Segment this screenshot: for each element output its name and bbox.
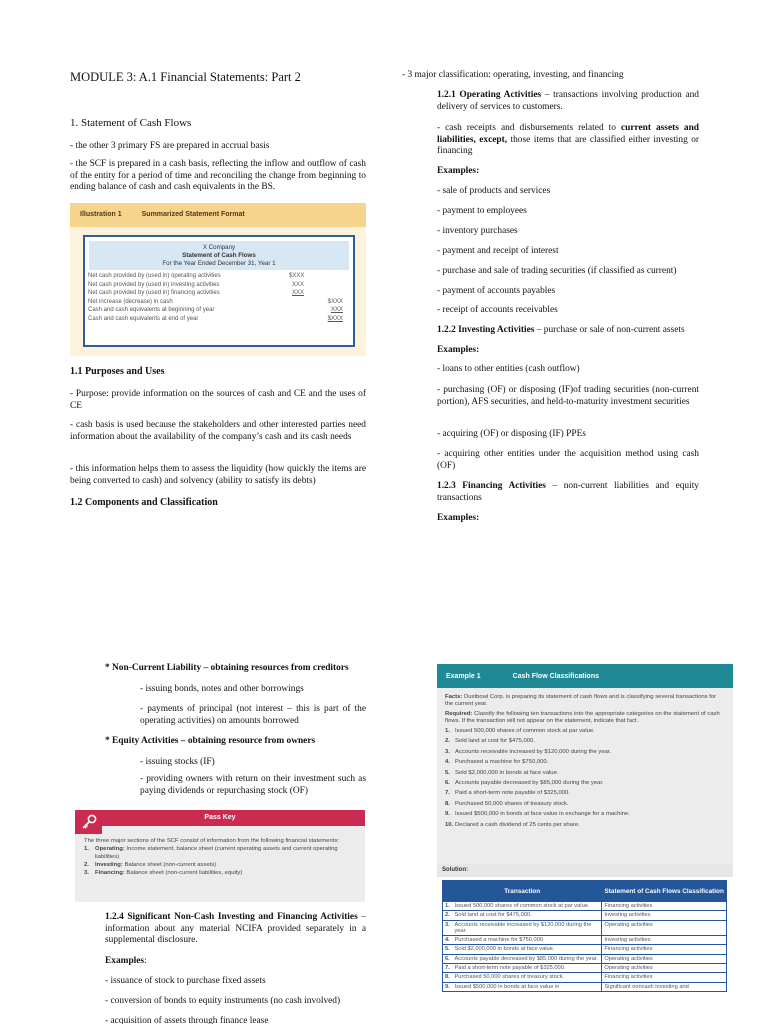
- list-item: - purchase and sale of trading securities (if classified as current): [437, 266, 677, 276]
- list-item: - loans to other entities (cash outflow): [437, 364, 580, 374]
- list-item: - issuing stocks (IF): [140, 757, 215, 767]
- list-item: 9. Issued $500,000 in bonds at face value in exchange for a machine.: [445, 811, 630, 818]
- statement-row: Net cash provided by (used in) investing activities XXX: [88, 281, 305, 288]
- pass-key-intro: The three major sections of the SCF consist of information from the following financial statements:: [84, 838, 340, 844]
- pass-key-body: [84, 838, 356, 878]
- investing-activities-definition: 1.2.2 Investing Activities – purchase or sale of non-current assets: [437, 325, 685, 335]
- pass-key-title: Pass Key: [204, 814, 236, 821]
- example-1-box: [437, 664, 733, 1024]
- section-1-1-paragraph-1: - Purpose: provide information on the sources of cash and CE and the uses of CE: [70, 389, 366, 411]
- non-current-liability-heading: * Non-Current Liability – obtaining resources from creditors: [105, 663, 349, 673]
- section-1-2-heading: 1.2 Components and Classification: [70, 497, 218, 508]
- table-row: 5. Sold $2,000,000 in bonds at face value. Financing activities: [443, 945, 727, 954]
- table-row: 1. Issued 500,000 shares of common stock at par value. Financing activities: [443, 902, 727, 911]
- ncifa-examples-label: Examples:: [105, 956, 147, 966]
- statement-period: For the Year Ended December 31, Year 1: [162, 260, 276, 267]
- list-item: 3. Financing: Balance sheet (non-current liabilities, equity): [84, 870, 243, 877]
- list-item: 3. Accounts receivable increased by $120,000 during the year.: [445, 748, 612, 755]
- ncifa-definition: 1.2.4 Significant Non-Cash Investing and Financing Activities – information about any material NCIFA provided separately in a supplemental disclosure.: [105, 912, 366, 946]
- list-item: - providing owners with return on their investment such as paying dividends or repurchasing stock (OF): [140, 774, 366, 796]
- module-title: MODULE 3: A.1 Financial Statements: Part 2: [70, 70, 301, 84]
- example-1-title: Cash Flow Classifications: [512, 673, 599, 680]
- list-item: - conversion of bonds to equity instruments (no cash involved): [105, 996, 341, 1006]
- illustration-label: Illustration 1: [80, 211, 122, 218]
- list-item: - payment and receipt of interest: [437, 246, 559, 256]
- financing-activities-definition: 1.2.3 Financing Activities – non-current liabilities and equity transactions: [437, 481, 699, 503]
- example-facts: Facts: Dustbowl Corp. is preparing its statement of cash flows and is classifying several transactions for the current year.: [445, 694, 717, 707]
- example-required: Required: Classify the following ten transactions into the appropriate categories on the statement of cash flows. If the transaction will not appear on the statement, indicate that fact.: [445, 711, 720, 724]
- solution-label: Solution:: [437, 864, 733, 877]
- statement-row: Cash and cash equivalents at beginning of year XXX: [88, 307, 343, 314]
- section-1-1-paragraph-2: - cash basis is used because the stakeholders and other interested parties need information about the availability of the company’s cash and its cash needs: [70, 420, 366, 442]
- list-item: - acquiring other entities under the acquisition method using cash (OF): [437, 449, 699, 471]
- operating-activities-definition: 1.2.1 Operating Activities – transactions involving production and delivery of services to customers.: [437, 90, 699, 112]
- table-header-row: [443, 881, 727, 902]
- example-1-label: Example 1: [446, 673, 481, 680]
- statement-name: Statement of Cash Flows: [182, 252, 256, 259]
- list-item: - sale of products and services: [437, 186, 551, 196]
- classification-intro: - 3 major classification: operating, investing, and financing: [402, 70, 624, 80]
- illustration-title: Summarized Statement Format: [141, 211, 245, 218]
- list-item: 8. Purchased 50,000 shares of treasury stock.: [445, 800, 569, 807]
- table-row: 4. Purchased a machine for $750,000. Investing activities: [443, 936, 727, 945]
- example-1-solution: [437, 864, 733, 1024]
- statement-row: Net cash provided by (used in) operating activities $XXX: [88, 273, 305, 279]
- table-row: 3. Accounts receivable increased by $120,000 during the year. Operating activities: [443, 920, 727, 936]
- section-1-paragraph-1: - the other 3 primary FS are prepared in accrual basis: [70, 141, 270, 151]
- column-header-classification: Statement of Cash Flows Classification: [602, 881, 727, 902]
- list-item: 2. Sold land at cost for $475,000.: [445, 738, 535, 745]
- list-item: - issuance of stock to purchase fixed assets: [105, 976, 266, 986]
- statement-header: [89, 241, 349, 270]
- section-1-1-paragraph-3: - this information helps them to assess the liquidity (how quickly the items are being converted to cash) and solvency (ability to satisfy its debts): [70, 464, 366, 486]
- solution-table: [442, 880, 727, 992]
- list-item: - receipt of accounts receivables: [437, 305, 558, 315]
- list-item: - purchasing (OF) or disposing (IF)of trading securities (non-current portion), AFS securities, and held-to-maturity investment securities: [437, 385, 699, 407]
- table-row: 9. Issued $500,000 in bonds at face value in Significant noncash investing and: [443, 982, 727, 991]
- statement-company: X Company: [202, 244, 236, 251]
- example-1-body: [445, 694, 725, 832]
- equity-activities-heading: * Equity Activities – obtaining resource from owners: [105, 736, 316, 746]
- illustration-header: [70, 203, 366, 227]
- statement-rows: [85, 270, 353, 325]
- list-item: 6. Accounts payable decreased by $85,000 during the year.: [445, 779, 604, 786]
- list-item: 2. Investing: Balance sheet (non-current assets): [84, 861, 217, 868]
- list-item: - payments of principal (not interest – this is part of the operating activities) on amounts borrowed: [140, 704, 366, 726]
- table-row: 6. Accounts payable decreased by $85,000 during the year. Operating activities: [443, 954, 727, 963]
- column-header-transaction: Transaction: [443, 881, 602, 902]
- section-1-paragraph-2: - the SCF is prepared in a cash basis, reflecting the inflow and outflow of cash of the entity for a period of time and reconciling the change from beginning to ending balance of cash and cash equivalents in the BS.: [70, 159, 366, 193]
- table-row: 2. Sold land at cost for $475,000. Investing activities: [443, 911, 727, 920]
- illustration-box: [70, 203, 366, 356]
- operating-activities-detail: - cash receipts and disbursements related to current assets and liabilities, except, those items that are classified either investing or financing: [437, 123, 700, 157]
- list-item: 4. Purchased a machine for $750,000.: [445, 759, 549, 766]
- table-row: 8. Purchased 50,000 shares of treasury stock. Financing activities: [443, 973, 727, 982]
- statement-format-box: [83, 235, 355, 347]
- list-item: - acquisition of assets through finance lease: [105, 1016, 269, 1024]
- key-icon: [75, 810, 102, 834]
- statement-row: Cash and cash equivalents at end of year $XXX: [88, 315, 343, 322]
- statement-row: Net cash provided by (used in) financing activities XXX: [88, 290, 305, 297]
- list-item: - inventory purchases: [437, 226, 518, 236]
- list-item: 10. Declared a cash dividend of 25 cents per share.: [445, 821, 580, 828]
- statement-row: Net increase (decrease) in cash $XXX: [88, 298, 343, 305]
- list-item: 7. Paid a short-term note payable of $325,000.: [445, 790, 570, 797]
- section-1-heading: 1. Statement of Cash Flows: [70, 117, 192, 129]
- financing-examples-label: Examples:: [437, 513, 480, 523]
- investing-examples-label: Examples:: [437, 345, 480, 355]
- operating-examples-label: Examples:: [437, 166, 480, 176]
- list-item: - payment to employees: [437, 206, 527, 216]
- example-1-header: [437, 664, 733, 688]
- list-item: 1. Issued 500,000 shares of common stock at par value.: [445, 728, 595, 734]
- list-item: - issuing bonds, notes and other borrowings: [140, 684, 304, 694]
- pass-key-box: [75, 810, 365, 902]
- list-item: 1. Operating: Income statement, balance sheet (current operating assets and current operating liabilities): [84, 846, 338, 860]
- list-item: 5. Sold $2,000,000 in bonds at face value.: [445, 769, 559, 776]
- list-item: - payment of accounts payables: [437, 286, 556, 296]
- section-1-1-heading: 1.1 Purposes and Uses: [70, 366, 165, 377]
- list-item: - acquiring (OF) or disposing (IF) PPEs: [437, 429, 586, 439]
- table-row: 7. Paid a short-term note payable of $325,000. Operating activities: [443, 964, 727, 973]
